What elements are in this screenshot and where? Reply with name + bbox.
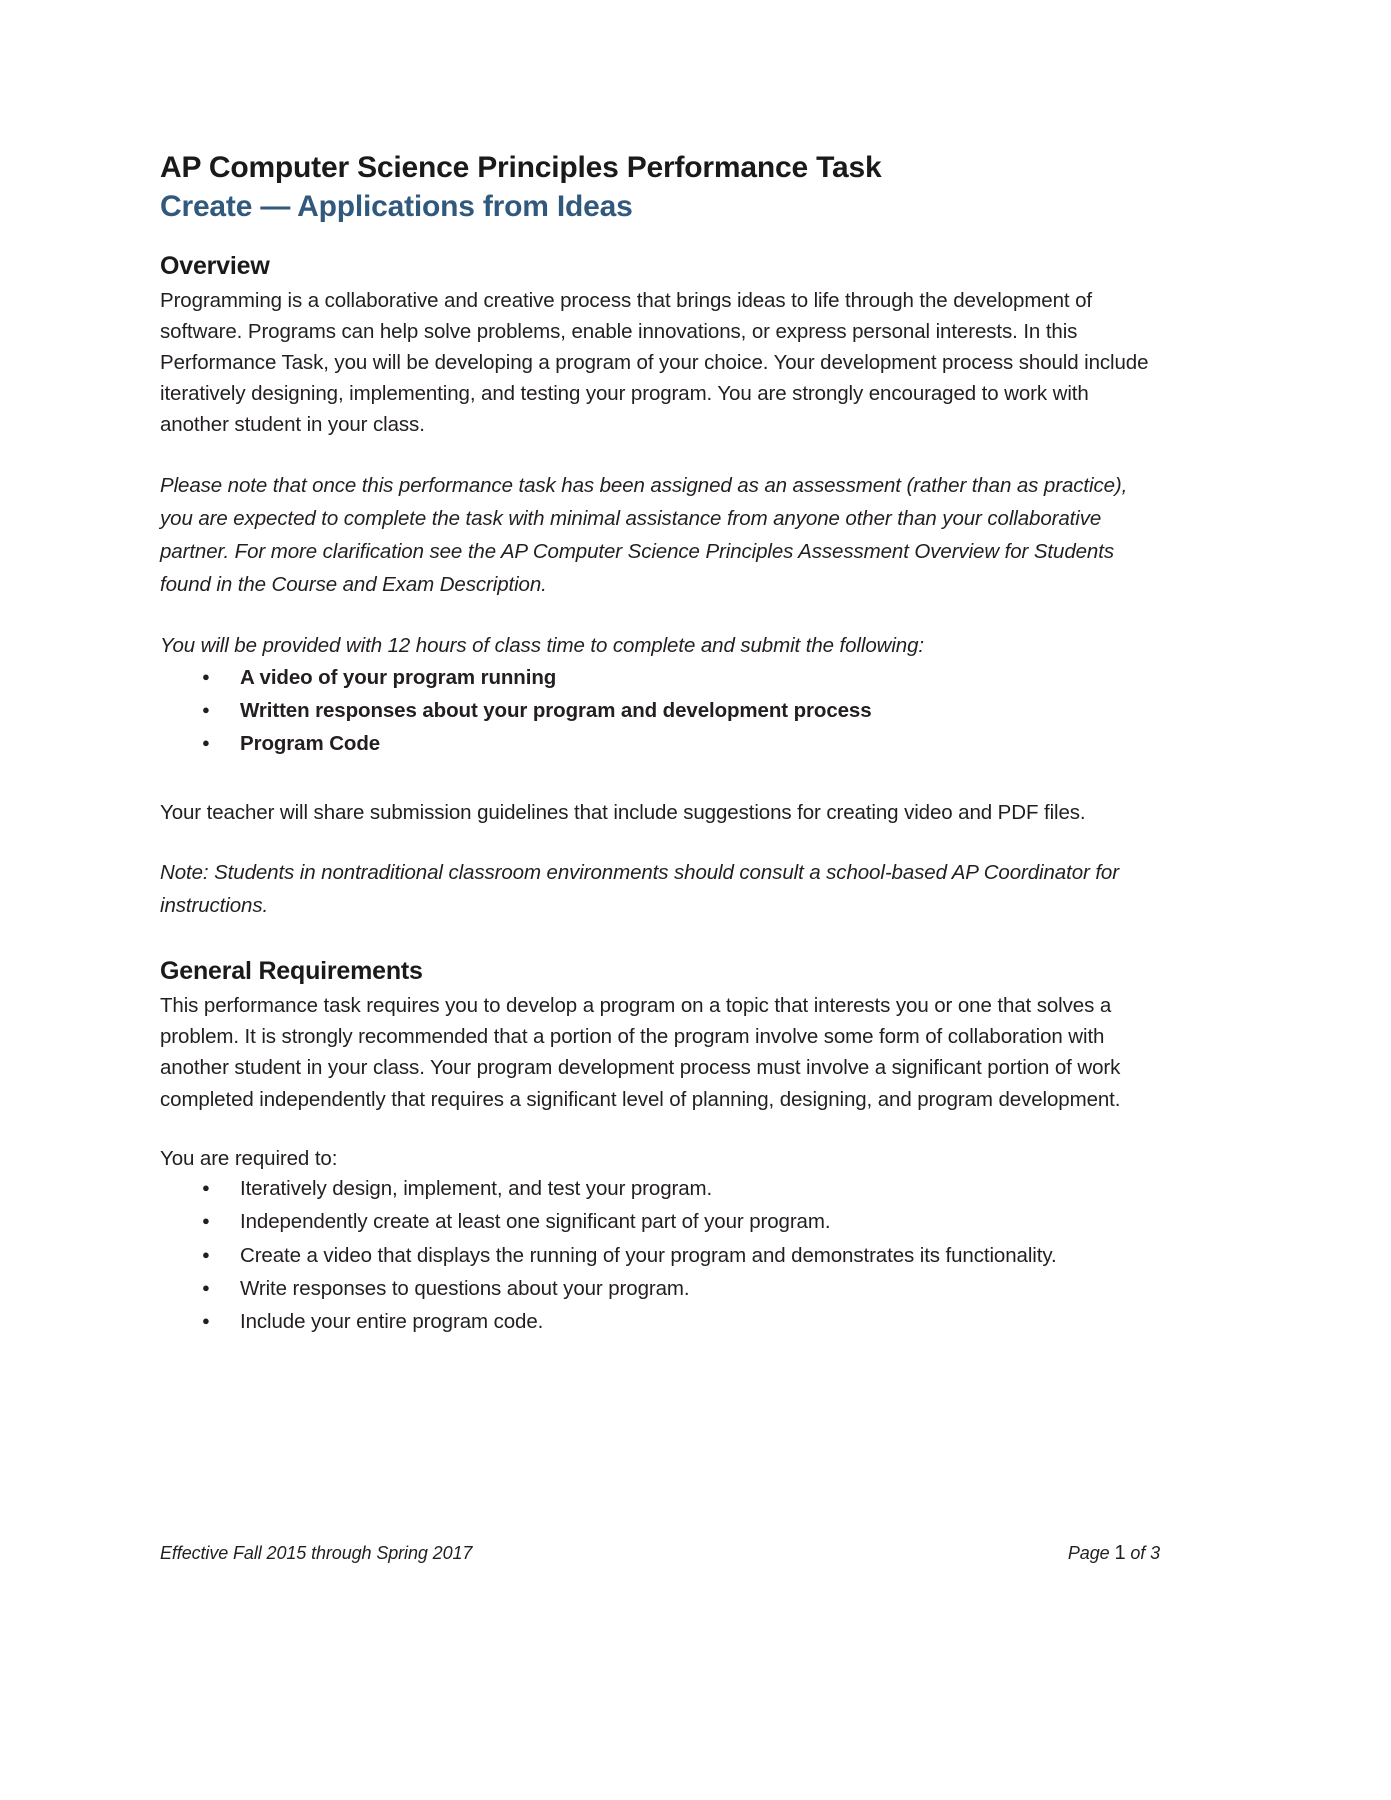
footer-page-number: [1068, 1542, 1160, 1565]
spacer: [160, 828, 1160, 856]
document-content: [160, 150, 1160, 1341]
submission-intro: You will be provided with 12 hours of class time to complete and submit the following:: [160, 634, 924, 658]
footer-page-value: 1: [1114, 1542, 1126, 1564]
spacer: [160, 1115, 1160, 1143]
overview-paragraph-2: Please note that once this performance task has been assigned as an assessment (rather than as practice), you are expected to complete the task with minimal assistance from anyone other than your collaborative partner. For more clarification see the AP Computer Science Principles Assessment Overview for Students found in the Course and Exam Description.: [160, 473, 1128, 597]
section-heading-overview: Overview: [160, 251, 270, 280]
list-item: ● Create a video that displays the running of your program and demonstrates its functionality.: [160, 1241, 1160, 1271]
page-subtitle: Create — Applications from Ideas: [160, 190, 633, 224]
spacer: [160, 763, 1160, 797]
spacer: [160, 601, 1160, 629]
footer-page-suffix: of 3: [1125, 1543, 1160, 1563]
section-heading-general-requirements: General Requirements: [160, 957, 423, 986]
page-footer: [160, 1542, 1160, 1565]
required-intro: You are required to:: [160, 1146, 338, 1170]
list-item: ● Independently create at least one significant part of your program.: [160, 1207, 1160, 1237]
list-item: ● A video of your program running: [160, 663, 1160, 693]
spacer: [160, 922, 1160, 956]
footer-effective-date: Effective Fall 2015 through Spring 2017: [160, 1543, 473, 1563]
overview-note: Note: Students in nontraditional classroom environments should consult a school-based AP Coordinator for instructions.: [160, 860, 1119, 917]
submission-list: [160, 663, 1160, 760]
list-item: ● Write responses to questions about your program.: [160, 1274, 1160, 1304]
page-title: AP Computer Science Principles Performance Task: [160, 151, 882, 184]
list-item: ● Include your entire program code.: [160, 1307, 1160, 1337]
spacer: [160, 441, 1160, 469]
general-requirements-paragraph-1: This performance task requires you to develop a program on a topic that interests you or one that solves a problem. It is strongly recommended that a portion of the program involve some form of collaboration with another student in your class. Your program development process must involve a significant portion of work completed independently that requires a significant level of planning, designing, and program development.: [160, 994, 1121, 1111]
overview-paragraph-3: Your teacher will share submission guidelines that include suggestions for creating video and PDF files.: [160, 800, 1086, 824]
list-item: ● Program Code: [160, 729, 1160, 759]
overview-paragraph-1: Programming is a collaborative and creative process that brings ideas to life through the development of software. Programs can help solve problems, enable innovations, or express personal interests. In this Performance Task, you will be developing a program of your choice. Your development process should include iteratively designing, implementing, and testing your program. You are strongly encouraged to work with another student in your class.: [160, 288, 1149, 437]
required-list: [160, 1174, 1160, 1338]
footer-page-prefix: Page: [1067, 1543, 1115, 1563]
list-item: ● Written responses about your program and development process: [160, 696, 1160, 726]
list-item: ● Iteratively design, implement, and test your program.: [160, 1174, 1160, 1204]
